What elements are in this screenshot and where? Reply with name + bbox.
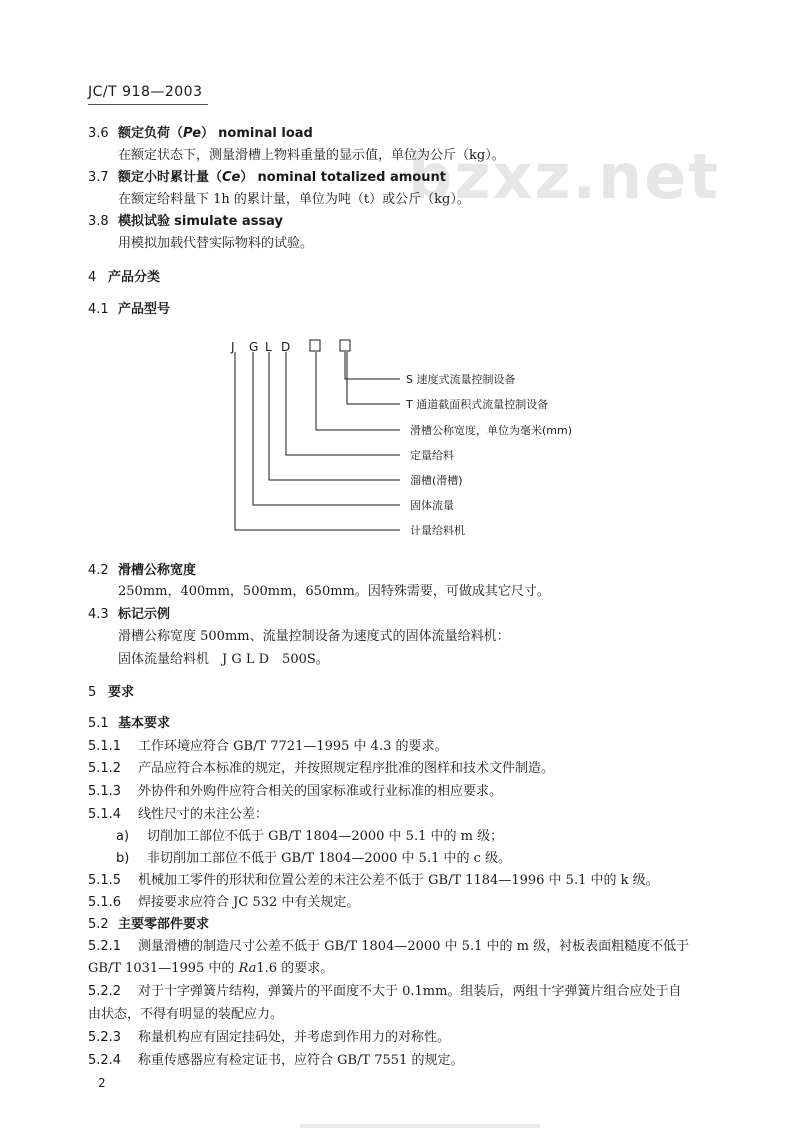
diagram-label-feeder: 计量给料机 — [410, 524, 465, 537]
scan-artifact — [300, 1124, 540, 1128]
clause-text: 外协件和外购件应符合相关的国家标准或行业标准的相应要求。 — [138, 784, 503, 799]
diagram-label-width: 滑槽公称宽度，单位为毫米(mm) — [410, 424, 573, 437]
diagram-label-solid-flow: 固体流量 — [410, 499, 454, 512]
symbol: Pe — [183, 126, 202, 141]
title-en: simulate assay — [174, 214, 284, 229]
clause-text: 产品应符合本标准的规定，并按照规定程序批准的图样和技术文件制造。 — [138, 761, 555, 776]
clause-number: 5.1.1 — [88, 739, 122, 754]
leader-line-l — [269, 352, 400, 480]
clause-number: 5.2.3 — [88, 1030, 122, 1045]
section-title: 产品分类 — [108, 270, 161, 285]
clause-text-cont — [88, 960, 333, 978]
clause-number: 3.6 — [88, 126, 109, 141]
list-label: a) — [116, 829, 130, 844]
text-a: GB/T 1031—1995 中的 — [88, 961, 239, 976]
symbol: Ce — [222, 170, 241, 185]
clause-text: 机械加工零件的形状和位置公差的未注公差不低于 GB/T 1184—1996 中 5.1 中的 k 级。 — [138, 873, 659, 888]
title-cn: 额定小时累计量（ — [118, 170, 223, 185]
leader-line-t — [347, 352, 400, 404]
diagram-label-t: T 通道截面积式流量控制设备 — [406, 398, 549, 411]
clause-text-cont: 由状态，不得有明显的装配应力。 — [88, 1007, 284, 1022]
clause-number: 5.2.4 — [88, 1053, 122, 1068]
clause-number: 4.1 — [88, 302, 109, 317]
clause-number: 5.1.6 — [88, 895, 122, 910]
leader-line-width — [316, 352, 400, 430]
clause-number: 4.2 — [88, 563, 109, 578]
clause-body: 在额定状态下，测量滑槽上物料重量的显示值，单位为公斤（kg）。 — [118, 148, 505, 163]
clause-text: 称重传感器应有检定证书，应符合 GB/T 7551 的规定。 — [138, 1053, 464, 1068]
clause-number: 5.1.5 — [88, 873, 122, 888]
title-close: ） — [240, 170, 254, 185]
section-number: 5 — [88, 685, 97, 700]
clause-body: 固体流量给料机 J G L D 500S。 — [118, 652, 329, 667]
clause-text: 称量机构应有固定挂码处，并考虑到作用力的对称性。 — [138, 1030, 451, 1045]
clause-number: 5.2.1 — [88, 939, 122, 954]
clause-number: 3.7 — [88, 170, 109, 185]
page-number: 2 — [98, 1076, 106, 1090]
clause-title: 基本要求 — [118, 716, 171, 731]
clause-text: 线性尺寸的未注公差： — [138, 807, 269, 822]
title-cn: 额定负荷（ — [118, 126, 184, 141]
text-b: 1.6 的要求。 — [256, 961, 334, 976]
leader-line-g — [253, 352, 400, 505]
clause-body: 250mm，400mm，500mm，650mm。因特殊需要，可做成其它尺寸。 — [118, 584, 550, 599]
clause-text: 焊接要求应符合 JC 532 中有关规定。 — [138, 895, 360, 910]
clause-body: 在额定给料量下 1h 的累计量，单位为吨（t）或公斤（kg）。 — [118, 192, 470, 207]
clause-number: 5.2.2 — [88, 984, 122, 999]
title-en: nominal load — [218, 126, 313, 141]
clause-title: 产品型号 — [118, 302, 171, 317]
placeholder-box-width — [310, 340, 320, 351]
clause-body: 滑槽公称宽度 500mm、流量控制设备为速度式的固体流量给料机： — [118, 629, 510, 644]
section-number: 4 — [88, 270, 97, 285]
standard-code-header: JC/T 918—2003 — [88, 84, 203, 100]
title-close: ） — [201, 126, 215, 141]
clause-number: 5.2 — [88, 917, 109, 932]
clause-title: 主要零部件要求 — [118, 917, 210, 932]
clause-number: 5.1.4 — [88, 807, 122, 822]
list-label: b) — [116, 851, 130, 866]
clause-title: 标记示例 — [118, 607, 171, 622]
clause-number: 5.1.3 — [88, 784, 122, 799]
clause-body: 用模拟加载代替实际物料的试验。 — [118, 236, 314, 251]
clause-text: 测量滑槽的制造尺寸公差不低于 GB/T 1804—2000 中 5.1 中的 m 级，衬板表面粗糙度不低于 — [138, 939, 690, 954]
clause-text: 工作环境应符合 GB/T 7721—1995 中 4.3 的要求。 — [138, 739, 448, 754]
letter-j: J — [231, 340, 235, 354]
clause-number: 4.3 — [88, 607, 109, 622]
model-code-diagram — [0, 0, 800, 560]
leader-line-s — [345, 352, 400, 379]
placeholder-box-control — [340, 340, 350, 351]
watermark: bzxz.net — [408, 140, 720, 213]
diagram-label-s: S 速度式流量控制设备 — [406, 373, 516, 386]
list-item-text: 切削加工部位不低于 GB/T 1804—2000 中 5.1 中的 m 级； — [147, 829, 504, 844]
diagram-label-dosing: 定量给料 — [410, 449, 454, 462]
diagram-label-chute: 溜槽(滑槽) — [410, 474, 463, 487]
clause-number: 5.1 — [88, 716, 109, 731]
roughness-symbol: Ra — [238, 961, 257, 976]
clause-title: 滑槽公称宽度 — [118, 563, 197, 578]
clause-number: 3.8 — [88, 214, 109, 229]
letter-l: L — [265, 340, 272, 354]
clause-text: 对于十字弹簧片结构，弹簧片的平面度不大于 0.1mm。组装后，两组十字弹簧片组合应处于自 — [138, 984, 682, 999]
clause-number: 5.1.2 — [88, 761, 122, 776]
letter-d: D — [281, 340, 291, 354]
title-en: nominal totalized amount — [257, 170, 446, 185]
list-item-text: 非切削加工部位不低于 GB/T 1804—2000 中 5.1 中的 c 级。 — [147, 851, 512, 866]
letter-g: G — [249, 340, 259, 354]
section-title: 要求 — [108, 685, 135, 700]
title-cn: 模拟试验 — [118, 214, 171, 229]
